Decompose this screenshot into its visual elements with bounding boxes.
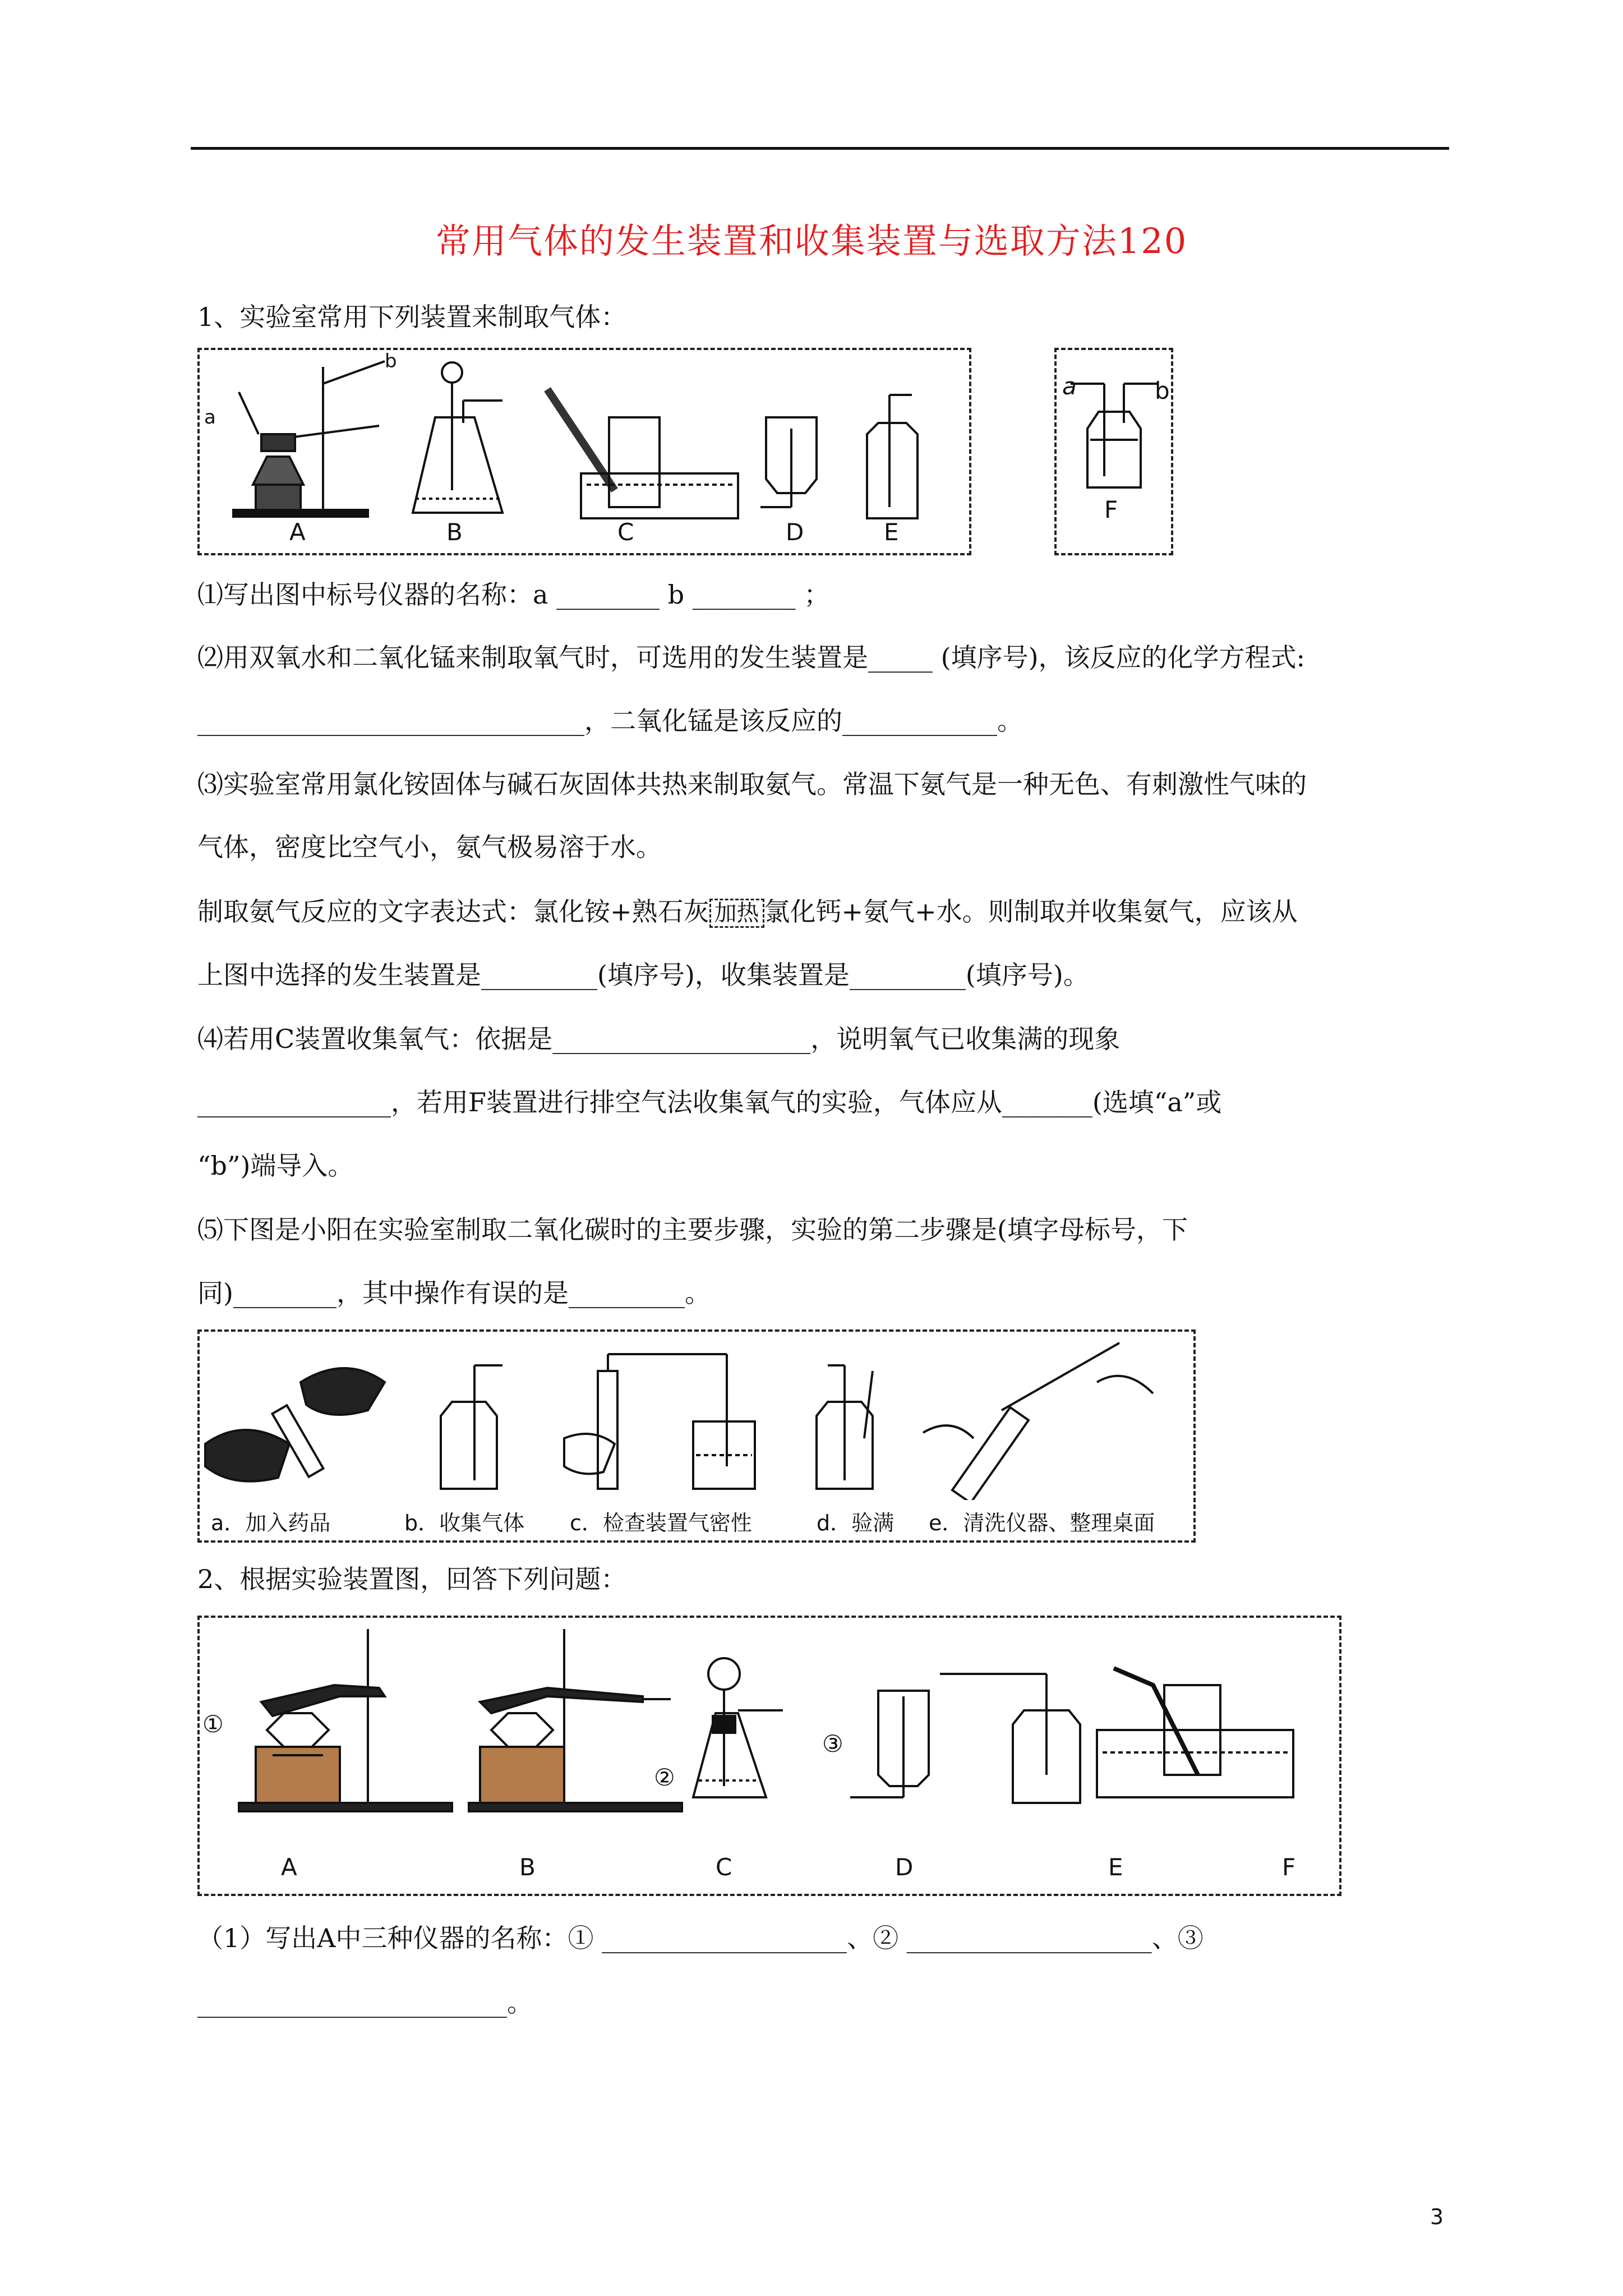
q1-apparatus-F (1054, 348, 1173, 555)
mark-2: ② (654, 1764, 675, 1791)
q1-part3-line3 (197, 895, 1298, 930)
step-e-caption: e．清洗仪器、整理桌面 (929, 1511, 1155, 1535)
q1-part2-line2: ______________________________，二氧化锰是该反应的____________。 (197, 706, 1023, 736)
apparatus-drawing (200, 350, 969, 553)
q2-part1-line2: ________________________。 (197, 1987, 533, 2018)
equation-pre: 制取氨气反应的文字表达式：氯化铵+熟石灰 (197, 896, 709, 927)
q1-part4-line2: _______________，若用F装置进行排空气法收集氧气的实验，气体应从_______(选填“a”或 (197, 1087, 1222, 1117)
q2-part1-line1: （1）写出A中三种仪器的名称：① ___________________、② ___________________、③ (197, 1923, 1204, 1953)
co2-steps-figure (197, 1329, 1196, 1543)
mark-a: a (204, 406, 216, 429)
q1-part4-line3: “b”)端导入。 (197, 1151, 354, 1181)
F-mark-a: a (1062, 372, 1077, 400)
steps-drawing (200, 1332, 1193, 1500)
q2-apparatus-drawing (200, 1618, 1339, 1842)
mark-1: ① (202, 1710, 224, 1738)
step-b-caption: b．收集气体 (404, 1511, 525, 1535)
step-a-caption: a．加入药品 (211, 1511, 331, 1535)
label-F: F (1104, 496, 1118, 523)
equation-post: 氯化钙+氨气+水。则制取并收集氨气，应该从 (764, 896, 1298, 927)
q1-part1: ⑴写出图中标号仪器的名称：a ________ b ________ ； (197, 579, 830, 610)
q1-apparatus-figure (197, 348, 971, 555)
q2-label-F: F (1282, 1853, 1296, 1881)
q2-apparatus-figure (197, 1616, 1341, 1896)
q2-label-A: A (281, 1853, 297, 1881)
F-mark-b: b (1155, 377, 1170, 404)
q2-label-E: E (1108, 1853, 1123, 1881)
q1-part5-line2: 同)________，其中操作有误的是_________。 (197, 1278, 711, 1308)
label-A: A (289, 518, 306, 546)
mark-b: b (385, 350, 397, 372)
q1-part3-line4: 上图中选择的发生装置是_________(填序号)，收集装置是_________(填序号)。 (197, 960, 1089, 990)
q2-intro: 2、根据实验装置图，回答下列问题： (197, 1564, 627, 1594)
q1-part3-line1: ⑶实验室常用氯化铵固体与碱石灰固体共热来制取氨气。常温下氨气是一种无色、有刺激性气味的 (197, 769, 1307, 799)
q1-part4-line1: ⑷若用C装置收集氧气：依据是____________________，说明氧气已收集满的现象 (197, 1024, 1121, 1054)
q2-label-B: B (519, 1853, 536, 1881)
q1-part3-line2: 气体，密度比空气小，氨气极易溶于水。 (197, 832, 662, 862)
page-number: 3 (1430, 2205, 1444, 2229)
q2-label-C: C (716, 1853, 732, 1881)
q1-part5-line1: ⑸下图是小阳在实验室制取二氧化碳时的主要步骤，实验的第二步骤是(填字母标号，下 (197, 1214, 1188, 1245)
label-C: C (617, 518, 634, 546)
header-rule (191, 147, 1449, 150)
mark-3: ③ (822, 1730, 843, 1757)
page-title: 常用气体的发生装置和收集装置与选取方法120 (435, 220, 1188, 261)
step-c-caption: c．检查装置气密性 (570, 1511, 752, 1535)
label-E: E (884, 518, 899, 546)
heat-condition: 加热 (709, 899, 764, 928)
label-D: D (786, 518, 804, 546)
q2-label-D: D (895, 1853, 914, 1881)
label-B: B (446, 518, 463, 546)
q1-intro: 1、实验室常用下列装置来制取气体： (197, 302, 627, 332)
step-d-caption: d．验满 (817, 1511, 895, 1535)
q1-part2-line1: ⑵用双氧水和二氧化锰来制取氧气时，可选用的发生装置是_____ (填序号)，该反应的化学方程式: (197, 642, 1306, 673)
